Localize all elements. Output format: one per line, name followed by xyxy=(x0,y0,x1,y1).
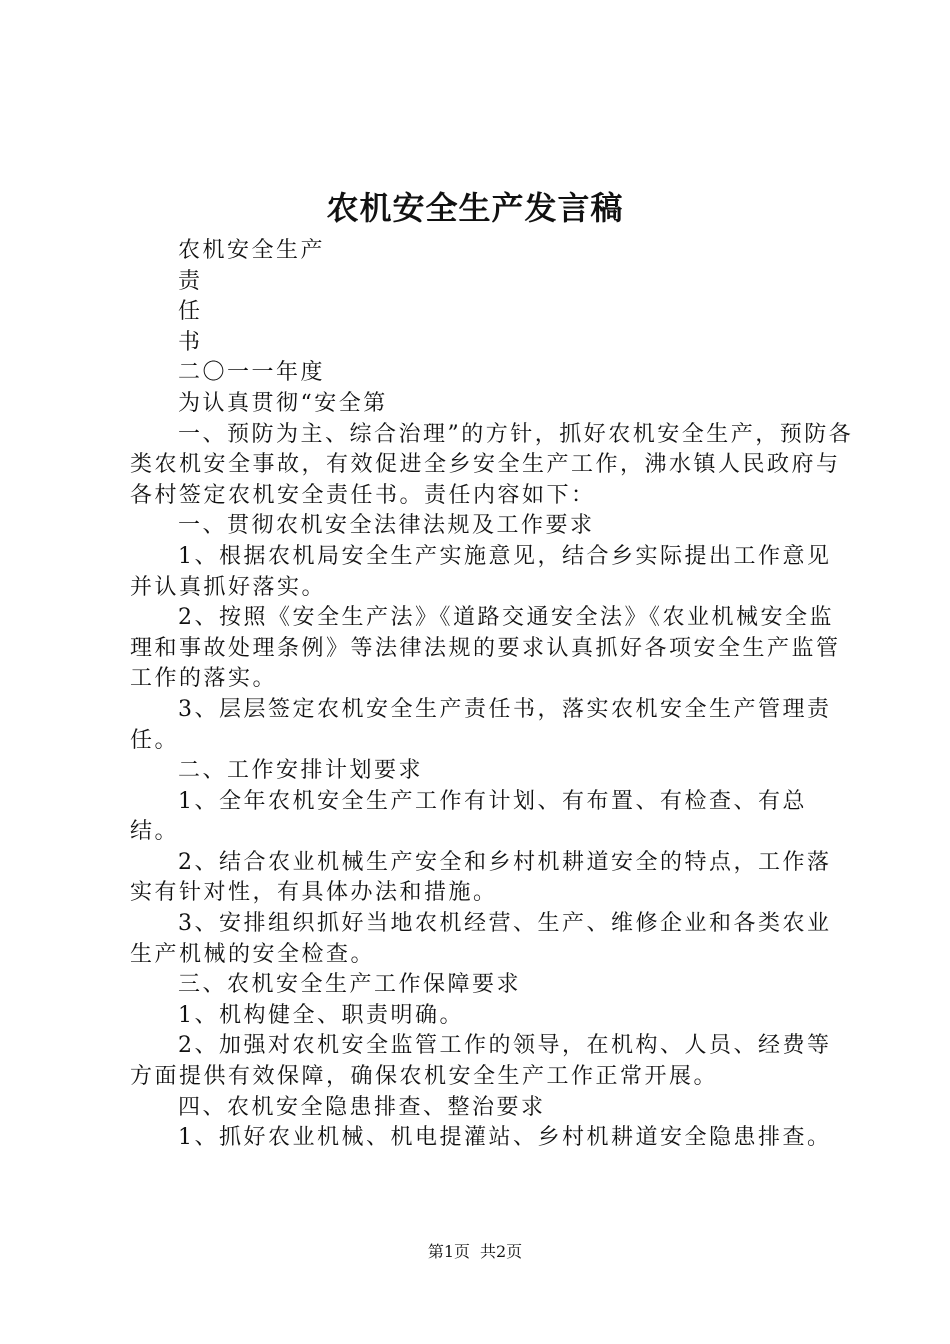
section-heading: 三、农机安全生产工作保障要求 xyxy=(178,972,522,998)
paragraph: 2、按照《安全生产法》《道路交通安全法》《农业机械安全监理和事故处理条例》等法律法规的要求认真抓好各项安全生产监管工作的落实。 xyxy=(130,605,841,692)
page-number: 第1页 xyxy=(427,1242,470,1261)
section-heading: 二、工作安排计划要求 xyxy=(178,758,424,784)
section-heading: 一、贯彻农机安全法律法规及工作要求 xyxy=(178,513,595,539)
paragraph: 2、加强对农机安全监管工作的领导，在机构、人员、经费等方面提供有效保障，确保农机安全生产工作正常开展。 xyxy=(130,1033,832,1090)
paragraph: 为认真贯彻“安全第 xyxy=(178,390,388,416)
document-body xyxy=(130,236,855,1154)
page-footer xyxy=(0,1240,950,1264)
paragraph: 二〇一一年度 xyxy=(178,360,326,386)
paragraph: 农机安全生产 xyxy=(178,238,326,263)
paragraph: 一、预防为主、综合治理”的方针，抓好农机安全生产，预防各类农机安全事故，有效促进全乡安全生产工作，沸水镇人民政府与各村签定农机安全责任书。责任内容如下： xyxy=(130,421,854,508)
page-count: 共2页 xyxy=(480,1242,523,1261)
page-title: 农机安全生产发言稿 xyxy=(326,189,624,227)
paragraph: 2、结合农业机械生产安全和乡村机耕道安全的特点，工作落实有针对性，有具体办法和措施。 xyxy=(130,849,832,906)
paragraph: 1、抓好农业机械、机电提灌站、乡村机耕道安全隐患排查。 xyxy=(178,1125,832,1151)
paragraph: 1、根据农机局安全生产实施意见，结合乡实际提出工作意见并认真抓好落实。 xyxy=(130,543,832,600)
paragraph: 责 xyxy=(178,268,203,294)
paragraph: 任 xyxy=(178,299,203,325)
section-heading: 四、农机安全隐患排查、整治要求 xyxy=(178,1094,546,1120)
paragraph: 3、安排组织抓好当地农机经营、生产、维修企业和各类农业生产机械的安全检查。 xyxy=(130,911,832,967)
paragraph: 3、层层签定农机安全生产责任书，落实农机安全生产管理责任。 xyxy=(130,696,832,753)
paragraph: 书 xyxy=(178,329,203,355)
paragraph: 1、机构健全、职责明确。 xyxy=(178,1002,464,1028)
paragraph: 1、全年农机安全生产工作有计划、有布置、有检查、有总结。 xyxy=(130,788,807,845)
